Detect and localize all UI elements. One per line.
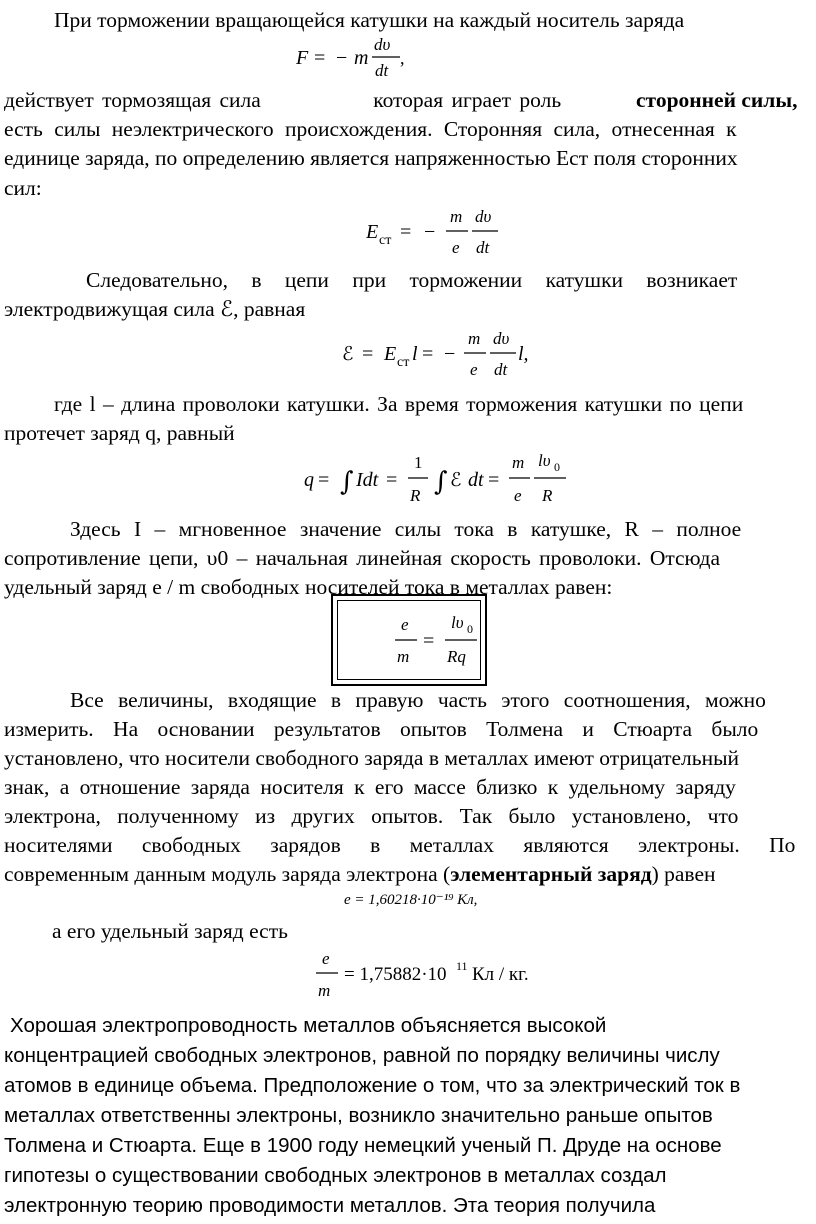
svg-text:Кл / кг.: Кл / кг. (472, 964, 529, 985)
svg-text:,: , (400, 48, 405, 68)
text-line-26: гипотезы о существовании свободных электронов в металлах создал (4, 1164, 667, 1187)
text-line-2-part1: действует тормозящая сила (4, 88, 270, 112)
text-line-16: знак, а отношение заряда носителя к его массе близко к удельному заряду (4, 775, 736, 799)
svg-text:dt: dt (468, 469, 484, 491)
svg-text:=: = (423, 630, 435, 652)
text-line-4: единице заряда, по определению является напряженностью Ест поля сторонних (4, 146, 738, 170)
formula-specific (316, 946, 566, 1004)
text-line-20: а его удельный заряд есть (52, 919, 288, 943)
text-line-27: электронную теорию проводимости металлов. Эта теория получила (4, 1194, 656, 1217)
svg-text:m: m (397, 647, 410, 666)
svg-text:dt: dt (476, 238, 490, 257)
boxed-formula-frame (331, 594, 487, 686)
text-line-13: Все величины, входящие в правую часть этого соотношения, можно (70, 688, 766, 712)
text-line-5: сил: (4, 176, 42, 200)
svg-text:e: e (322, 949, 330, 968)
text-line-21: Хорошая электропроводность металлов объясняется высокой (10, 1014, 607, 1037)
svg-text:=: = (422, 343, 434, 365)
svg-text:E: E (384, 343, 397, 365)
svg-text:dt: dt (494, 360, 508, 379)
svg-text:=: = (400, 221, 412, 243)
text-line-10: Здесь I – мгновенное значение силы тока в катушке, R – полное (70, 517, 742, 541)
formula-emf (342, 322, 542, 384)
formula-ratio (393, 612, 483, 672)
text-line-2-a (4, 88, 561, 112)
text-line-7 (4, 294, 305, 325)
text-line-1: При торможении вращающейся катушки на каждый носитель заряда (54, 8, 685, 32)
svg-text:∫: ∫ (340, 467, 354, 497)
svg-text:m: m (450, 207, 463, 226)
svg-text:1: 1 (414, 453, 423, 472)
svg-text:11: 11 (456, 959, 468, 973)
svg-text:=: = (362, 343, 374, 365)
svg-text:l,: l, (518, 343, 529, 365)
svg-text:ℰ: ℰ (342, 343, 354, 365)
formula-force (296, 32, 426, 82)
svg-text:0: 0 (467, 622, 473, 636)
svg-text:q: q (304, 469, 314, 491)
svg-text:e: e (452, 238, 460, 257)
svg-text:e: e (470, 360, 478, 379)
svg-text:=: = (488, 469, 500, 491)
svg-text:−: − (444, 343, 456, 365)
text-line-11: сопротивление цепи, υ0 – начальная линейная скорость проволоки. Отсюда (4, 546, 721, 570)
svg-text:ℰ: ℰ (450, 469, 462, 491)
text-line-19-b: ) равен (651, 862, 716, 886)
svg-text:e: e (401, 615, 409, 634)
text-line-9: протечет заряд q, равный (4, 421, 235, 445)
text-bold-1 (636, 85, 798, 115)
svg-text:−: − (336, 47, 348, 69)
svg-text:dυ: dυ (475, 207, 492, 226)
text-line-14: измерить. На основании результатов опытов Толмена и Стюарта было (4, 717, 759, 741)
text-line-25: Толмена и Стюарта. Еще в 1900 году немецкий ученый П. Друде на основе (4, 1134, 722, 1157)
svg-text:dυ: dυ (374, 35, 391, 54)
svg-text:R: R (542, 486, 553, 505)
svg-text:=: = (314, 47, 326, 69)
svg-text:F: F (296, 47, 309, 69)
formula-elementary: e = 1,60218·10⁻¹⁹ Кл, (344, 892, 478, 908)
text-line-2-part2: которая играет роль (373, 88, 562, 112)
text-line-7-b: , равная (233, 297, 306, 321)
svg-text:m: m (512, 453, 525, 472)
svg-text:m: m (468, 329, 481, 348)
svg-text:m: m (318, 981, 331, 1000)
svg-text:l: l (412, 343, 418, 365)
svg-text:=: = (318, 469, 330, 491)
svg-text:∫: ∫ (434, 467, 448, 497)
text-line-6: Следовательно, в цепи при торможении катушки возникает (86, 268, 738, 292)
text-line-24: металлах ответственны электроны, возникло значительно раньше опытов (4, 1104, 713, 1127)
svg-text:dt: dt (375, 61, 389, 80)
text-line-19 (4, 859, 716, 889)
svg-text:e: e (514, 486, 522, 505)
svg-text:R: R (410, 486, 421, 505)
svg-text:Rq: Rq (447, 647, 466, 666)
text-line-17: электрона, полученному из других опытов. Так было установлено, что (4, 804, 739, 828)
emf-symbol: ℰ (220, 297, 234, 322)
bold-term-2: элементарный заряд (450, 862, 652, 886)
svg-text:lυ: lυ (451, 613, 464, 632)
text-line-19-a: современным данным модуль заряда электрона ( (4, 862, 451, 886)
svg-text:0: 0 (554, 460, 560, 474)
text-line-12: удельный заряд e / m свободных носителей тока в металлах равен: (4, 575, 613, 599)
svg-text:Idt: Idt (356, 469, 379, 491)
svg-text:ст: ст (379, 233, 392, 248)
text-line-8: где l – длина проволоки катушки. За время торможения катушки по цепи (54, 392, 744, 416)
text-line-2 (4, 85, 561, 115)
bold-term-1: сторонней силы, (636, 88, 798, 112)
text-line-22: концентрацией свободных электронов, равной по порядку величины числу (4, 1044, 720, 1067)
svg-text:−: − (424, 221, 436, 243)
formula-charge (304, 446, 574, 510)
svg-text:=: = (386, 469, 398, 491)
formula-est (366, 200, 516, 262)
svg-text:m: m (354, 47, 369, 69)
text-line-23: атомов в единице объема. Предположение о том, что за электрический ток в (4, 1074, 741, 1097)
text-line-3: есть силы неэлектрического происхождения. Сторонняя сила, отнесенная к (4, 117, 737, 141)
svg-text:lυ: lυ (538, 451, 551, 470)
svg-text:ст: ст (397, 355, 410, 370)
text-line-18: носителями свободных зарядов в металлах являются электроны. По (4, 833, 796, 857)
svg-text:= 1,75882·10: = 1,75882·10 (344, 964, 447, 985)
text-line-7-a: электродвижущая сила (4, 297, 215, 321)
text-line-15: установлено, что носители свободного заряда в металлах имеют отрицательный (4, 746, 740, 770)
svg-text:E: E (366, 221, 379, 243)
svg-text:dυ: dυ (493, 329, 510, 348)
